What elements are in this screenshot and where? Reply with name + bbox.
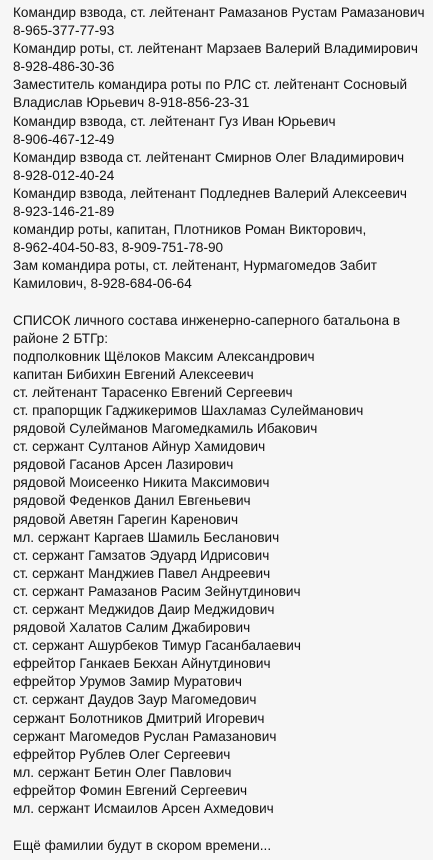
list-item: рядовой Аветян Гарегин Каренович [13, 511, 239, 527]
list-item: рядовой Халатов Салим Джабирович [13, 620, 251, 636]
list-item: ст. сержант Рамазанов Расим Зейнутдинович [13, 583, 301, 599]
list-item: ефрейтор Ганкаев Бекхан Айнутдинович [13, 656, 271, 672]
message-text-line: Командир роты, ст. лейтенант Марзаев Валерий Владимирович [13, 41, 418, 57]
list-item: ефрейтор Рублев Олег Сергеевич [13, 746, 231, 762]
list-item: капитан Бибихин Евгений Алексеевич [13, 366, 254, 382]
message-text-line: Владислав Юрьевич 8-918-856-23-31 [13, 95, 250, 111]
phone-number: 8-906-467-12-49 [13, 131, 115, 147]
list-item: ст. сержант Даудов Заур Магомедович [13, 692, 257, 708]
list-item: ст. сержант Гамзатов Эдуард Идрисович [13, 547, 270, 563]
list-header [13, 312, 425, 348]
message-text-line: Камилович, 8-928-684-06-64 [13, 276, 192, 292]
list-item: сержант Болотников Дмитрий Игоревич [13, 710, 265, 726]
list-item: сержант Магомедов Руслан Рамазанович [13, 728, 277, 744]
list-item: ст. сержант Манджиев Павел Андреевич [13, 565, 271, 581]
phone-number: 8-928-012-40-24 [13, 167, 115, 183]
list-item: рядовой Моисеенко Никита Максимович [13, 475, 270, 491]
message-text-line: Командир взвода, лейтенант Подледнев Валерий Алексеевич [13, 185, 407, 201]
list-item: рядовой Гасанов Арсен Лазирович [13, 457, 234, 473]
list-item: ст. сержант Меджидов Даир Меджидович [13, 602, 275, 617]
message-text-line: Заместитель командира роты по РЛС ст. лейтенант Сосновый [13, 77, 408, 93]
list-item: мл. сержант Бетин Олег Павлович [13, 764, 232, 780]
list-header-line: СПИСОК личного состава инженерно-саперного батальона в [13, 312, 401, 328]
list-item: мл. сержант Исмаилов Арсен Ахмедович [13, 801, 274, 817]
list-item: рядовой Феденков Данил Евгеньевич [13, 493, 251, 509]
list-header-line: районе 2 БТГр: [13, 330, 109, 346]
list-item: ефрейтор Фомин Евгений Сергеевич [13, 782, 248, 798]
list-item: рядовой Сулейманов Магомедкамиль Ибакович [13, 421, 318, 437]
phone-number: 8-962-404-50-83, 8-909-751-78-90 [13, 240, 224, 256]
list-item: ст. сержант Ашурбеков Тимур Гасанбалаевич [13, 638, 301, 654]
footer-note: Ещё фамилии будут в скором времени... [13, 838, 272, 854]
list-item: подполковник Щёлоков Максим Александрович [13, 348, 315, 364]
list-item: мл. сержант Каргаев Шамиль Бесланович [13, 529, 280, 545]
contacts-block [13, 4, 425, 294]
message-text-line: Командир взвода ст. лейтенант Смирнов Олег Владимирович [13, 149, 405, 165]
list-item: ефрейтор Урумов Замир Муратович [13, 674, 242, 690]
list-item: ст. прапорщик Гаджикеримов Шахламаз Сулейманович [13, 402, 364, 418]
message-text-line: Командир взвода, ст. лейтенант Гуз Иван Юрьевич [13, 113, 336, 129]
list-item: ст. лейтенант Тарасенко Евгений Сергеевич [13, 384, 293, 400]
message-text-line: Зам командира роты, ст. лейтенант, Нурмагомедов Забит [13, 258, 378, 274]
phone-number: 8-965-377-77-93 [13, 23, 115, 39]
personnel-list [13, 348, 425, 818]
phone-number: 8-928-486-30-36 [13, 59, 115, 75]
list-item: ст. сержант Султанов Айнур Хамидович [13, 439, 266, 455]
message-text-line: командир роты, капитан, Плотников Роман Викторович, [13, 222, 367, 238]
message-text-line: Командир взвода, ст. лейтенант Рамазанов Рустам Рамазанович [13, 5, 425, 20]
phone-number: 8-923-146-21-89 [13, 204, 115, 220]
